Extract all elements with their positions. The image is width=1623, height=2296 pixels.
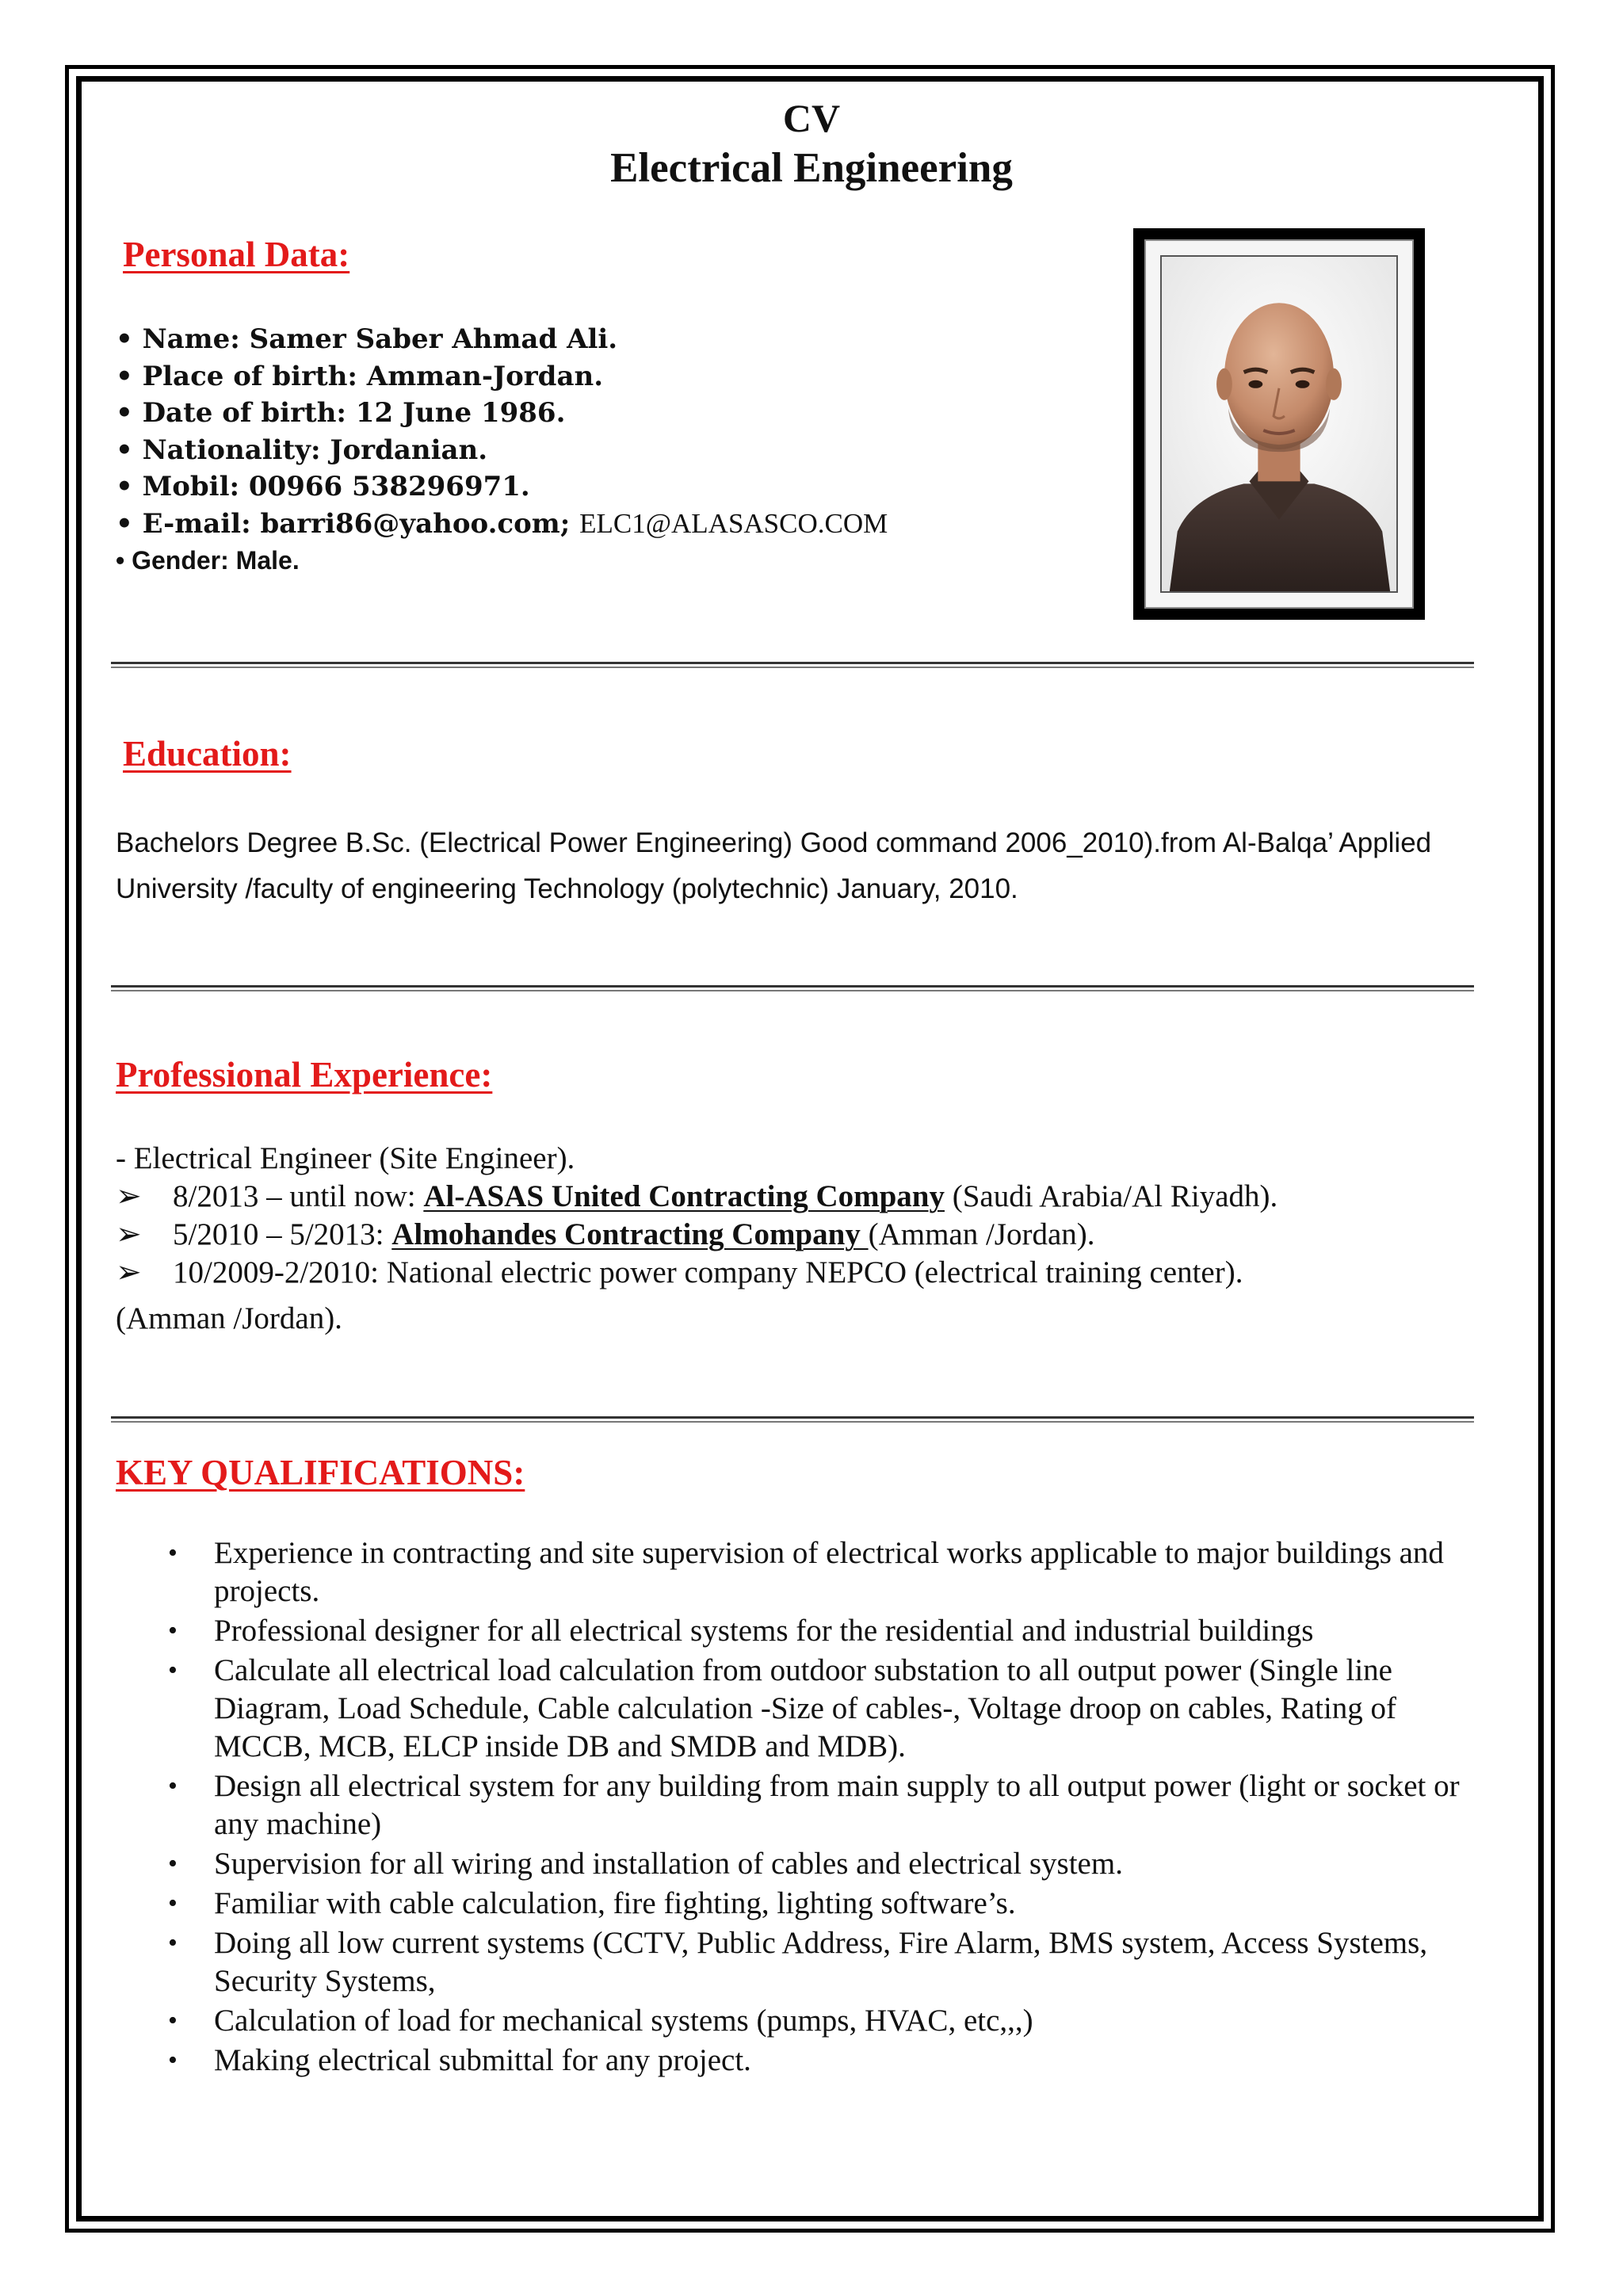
bullet-icon: •	[168, 1849, 178, 1878]
qualification-text: Experience in contracting and site supervision of electrical works applicable to major buildings and projects.	[214, 1536, 1444, 1608]
key-qualifications-heading: KEY QUALIFICATIONS:	[116, 1453, 525, 1492]
personal-item-name: • Name: Samer Saber Ahmad Ali.	[116, 323, 618, 355]
email-primary[interactable]: • E-mail: barri86@yahoo.com;	[116, 507, 571, 540]
profile-photo	[1160, 255, 1398, 593]
experience-nepco-continuation: (Amman /Jordan).	[116, 1301, 342, 1335]
list-item	[168, 1767, 1482, 1843]
qualification-text: Familiar with cable calculation, fire fighting, lighting software’s.	[214, 1886, 1016, 1920]
list-item	[168, 1612, 1482, 1650]
list-item	[168, 1652, 1482, 1766]
personal-item-gender: • Gender: Male.	[116, 546, 300, 575]
personal-data-heading: Personal Data:	[123, 235, 350, 274]
section-divider	[111, 985, 1474, 991]
bullet-icon: •	[168, 1889, 178, 1918]
list-item	[168, 1924, 1482, 2000]
bullet-icon: •	[168, 2046, 178, 2075]
experience-block	[116, 1140, 1479, 1338]
bullet-icon: •	[168, 1771, 178, 1801]
cv-subtitle: Electrical Engineering	[610, 145, 1013, 191]
company-name: Almohandes Contracting Company	[391, 1217, 869, 1251]
experience-entry	[116, 1178, 1479, 1216]
experience-nepco: 10/2009-2/2010: National electric power company NEPCO (electrical training center).	[173, 1255, 1243, 1289]
personal-item-mobile: • Mobil: 00966 538296971.	[116, 471, 530, 502]
bullet-icon: •	[168, 1616, 178, 1645]
professional-experience-heading: Professional Experience:	[116, 1055, 493, 1095]
list-item	[168, 1534, 1482, 1610]
profile-photo-frame	[1133, 228, 1425, 620]
qualifications-list	[168, 1534, 1482, 2081]
qualification-text: Calculation of load for mechanical systems (pumps, HVAC, etc,,,)	[214, 2004, 1033, 2038]
education-text: Bachelors Degree B.Sc. (Electrical Power Engineering) Good command 2006_2010).from Al-Balqa’ Applied University /faculty of engineering Technology (polytechnic) January, 2010.	[116, 827, 1432, 904]
list-item	[168, 2002, 1482, 2040]
bullet-icon: •	[168, 1656, 178, 1685]
company-name: Al-ASAS United Contracting Company	[423, 1179, 945, 1213]
cv-title: CV	[782, 96, 841, 140]
arrow-bullet-icon: ➢	[116, 1255, 142, 1289]
section-divider	[111, 662, 1474, 668]
list-item	[168, 2042, 1482, 2080]
qualification-text: Professional designer for all electrical systems for the residential and industrial buildings	[214, 1614, 1314, 1648]
qualification-text: Design all electrical system for any building from main supply to all output power (light or socket or any machine)	[214, 1769, 1460, 1841]
photo-mat	[1144, 239, 1414, 609]
bullet-icon: •	[168, 2006, 178, 2035]
experience-entry	[116, 1254, 1479, 1292]
education-heading: Education:	[123, 734, 292, 774]
section-divider	[111, 1416, 1474, 1423]
experience-period: 5/2010 – 5/2013:	[173, 1217, 384, 1251]
experience-location: (Saudi Arabia/Al Riyadh).	[952, 1179, 1278, 1213]
experience-location: (Amman /Jordan).	[868, 1217, 1095, 1251]
email-alternate[interactable]: ELC1@ALASASCO.COM	[579, 507, 888, 539]
arrow-bullet-icon: ➢	[116, 1217, 142, 1251]
qualification-text: Supervision for all wiring and installation of cables and electrical system.	[214, 1847, 1123, 1881]
experience-period: 8/2013 – until now:	[173, 1179, 416, 1213]
experience-entry	[116, 1216, 1479, 1254]
experience-role: - Electrical Engineer (Site Engineer).	[116, 1141, 575, 1175]
list-item	[168, 1885, 1482, 1923]
personal-item-nationality: • Nationality: Jordanian.	[116, 434, 488, 466]
bullet-icon: •	[168, 1928, 178, 1958]
list-item	[168, 1845, 1482, 1883]
personal-item-birthplace: • Place of birth: Amman-Jordan.	[116, 360, 604, 392]
qualification-text: Doing all low current systems (CCTV, Public Address, Fire Alarm, BMS system, Access Systems, Security Systems,	[214, 1926, 1428, 1998]
personal-item-email	[116, 506, 888, 543]
bullet-icon: •	[168, 1538, 178, 1568]
personal-item-birthdate: • Date of birth: 12 June 1986.	[116, 397, 566, 429]
qualification-text: Making electrical submittal for any project.	[214, 2043, 751, 2077]
arrow-bullet-icon: ➢	[116, 1179, 142, 1213]
personal-data-list	[116, 321, 888, 579]
qualification-text: Calculate all electrical load calculation from outdoor substation to all output power (Single line Diagram, Load Schedule, Cable calculation -Size of cables-, Voltage droop on cables, Rating of MCCB, MCB, ELCP inside DB and SMDB and MDB).	[214, 1653, 1397, 1763]
